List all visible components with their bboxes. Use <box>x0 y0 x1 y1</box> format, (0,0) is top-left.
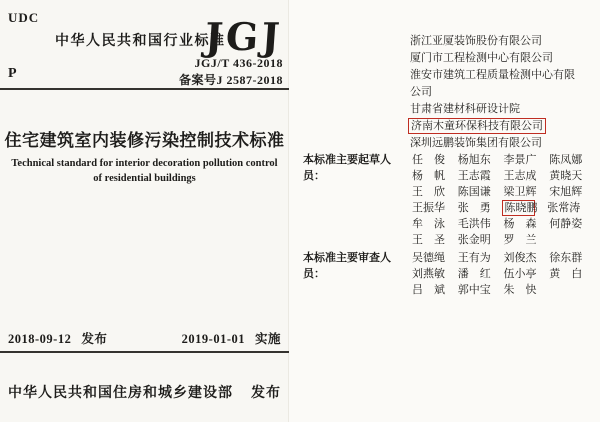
company-item: 甘肃省建材科研设计院 <box>410 103 520 115</box>
drafter-row <box>412 200 600 216</box>
reviewer-name: 黄 白 <box>549 268 583 280</box>
publisher-name: 中华人民共和国住房和城乡建设部 <box>8 384 233 400</box>
personnel-page <box>290 0 600 422</box>
standard-cover-page <box>0 0 289 422</box>
reviewer-name: 伍小亭 <box>503 268 537 280</box>
company-item-highlighted <box>410 118 584 135</box>
drafter-name: 王振华 <box>412 202 445 214</box>
document-class-label: P <box>8 66 17 81</box>
udc-label: UDC <box>8 10 40 25</box>
company-item: 浙江亚厦装饰股份有限公司 <box>410 35 542 47</box>
drafter-row <box>412 152 600 168</box>
publish-word: 发布 <box>251 384 281 400</box>
drafter-name: 张 勇 <box>457 202 491 214</box>
drafter-row <box>412 232 600 248</box>
implement-date-group <box>182 329 281 347</box>
reviewer-name: 刘俊杰 <box>503 252 537 264</box>
issue-date: 2018-09-12 <box>8 332 72 346</box>
drafter-name: 陈国谦 <box>457 186 491 198</box>
series-title: 中华人民共和国行业标准 <box>55 32 226 48</box>
reviewer-name: 刘燕敏 <box>412 268 445 280</box>
drafter-name: 毛洪伟 <box>457 218 491 230</box>
reviewer-name: 郭中宝 <box>457 284 491 296</box>
publisher-line <box>0 382 289 402</box>
drafters-name-rows <box>412 152 600 248</box>
drafter-row <box>412 216 600 232</box>
reviewer-name: 朱 快 <box>503 284 537 296</box>
company-item: 厦门市工程检测中心有限公司 <box>410 52 553 64</box>
reviewers-section <box>303 250 600 298</box>
reviewers-name-rows <box>412 250 600 298</box>
drafter-row <box>412 168 600 184</box>
top-divider-line <box>0 88 289 90</box>
dates-row <box>8 329 281 347</box>
title-en-line1: Technical standard for interior decoration pollution control <box>11 158 278 169</box>
drafter-name: 梁卫辉 <box>503 186 537 198</box>
drafter-name: 张常涛 <box>547 202 581 214</box>
issue-date-group <box>8 329 107 347</box>
drafters-section <box>303 152 600 248</box>
implement-word: 实施 <box>254 332 281 346</box>
drafter-name: 王志成 <box>503 170 537 182</box>
reviewer-row <box>412 250 600 266</box>
highlighted-company-box: 济南木童环保科技有限公司 <box>408 118 546 134</box>
standard-title-cn: 住宅建筑室内装修污染控制技术标准 <box>4 131 285 150</box>
drafter-name: 杨旭东 <box>457 154 491 166</box>
standard-title-en <box>10 156 279 186</box>
drafter-name: 罗 兰 <box>503 234 537 246</box>
reviewer-name: 潘 红 <box>457 268 491 280</box>
drafter-name: 黄晓天 <box>549 170 583 182</box>
implement-date: 2019-01-01 <box>181 332 245 346</box>
drafter-row <box>412 184 600 200</box>
highlighted-drafter-box: 陈晓鹏 <box>502 200 535 216</box>
title-en-line2: of residential buildings <box>93 173 196 184</box>
reviewer-row <box>412 282 600 298</box>
company-item: 淮安市建筑工程质量检测中心有限公司 <box>410 69 575 98</box>
drafter-name: 何静姿 <box>549 218 583 230</box>
drafter-name: 杨 森 <box>503 218 537 230</box>
drafter-name: 宋旭辉 <box>549 186 583 198</box>
drafters-label: 本标准主要起草人员： <box>303 154 391 182</box>
drafter-name: 王 圣 <box>412 234 445 246</box>
reviewer-name: 徐东群 <box>549 252 583 264</box>
issue-word: 发布 <box>81 332 108 346</box>
drafter-name: 王 欣 <box>412 186 445 198</box>
drafter-name: 牟 泳 <box>412 218 445 230</box>
standard-number: JGJ/T 436-2018 <box>194 56 283 70</box>
reviewer-name: 吕 斌 <box>412 284 445 296</box>
jgj-logo: JGJ <box>203 14 284 59</box>
company-item: 深圳远鹏装饰集团有限公司 <box>410 137 542 149</box>
company-list <box>410 33 584 152</box>
drafter-name: 王志霞 <box>457 170 491 182</box>
reviewers-label: 本标准主要审查人员： <box>303 252 391 280</box>
drafter-name: 张金明 <box>457 234 491 246</box>
reviewer-name: 王有为 <box>457 252 491 264</box>
drafter-name: 任 俊 <box>412 154 445 166</box>
drafter-name: 杨 帆 <box>412 170 445 182</box>
bottom-divider-line <box>0 351 289 353</box>
reviewer-name: 吴德绳 <box>412 252 445 264</box>
drafter-name: 陈凤娜 <box>549 154 583 166</box>
record-number: 备案号J 2587-2018 <box>179 73 283 87</box>
drafter-name: 李景广 <box>503 154 537 166</box>
reviewer-row <box>412 266 600 282</box>
